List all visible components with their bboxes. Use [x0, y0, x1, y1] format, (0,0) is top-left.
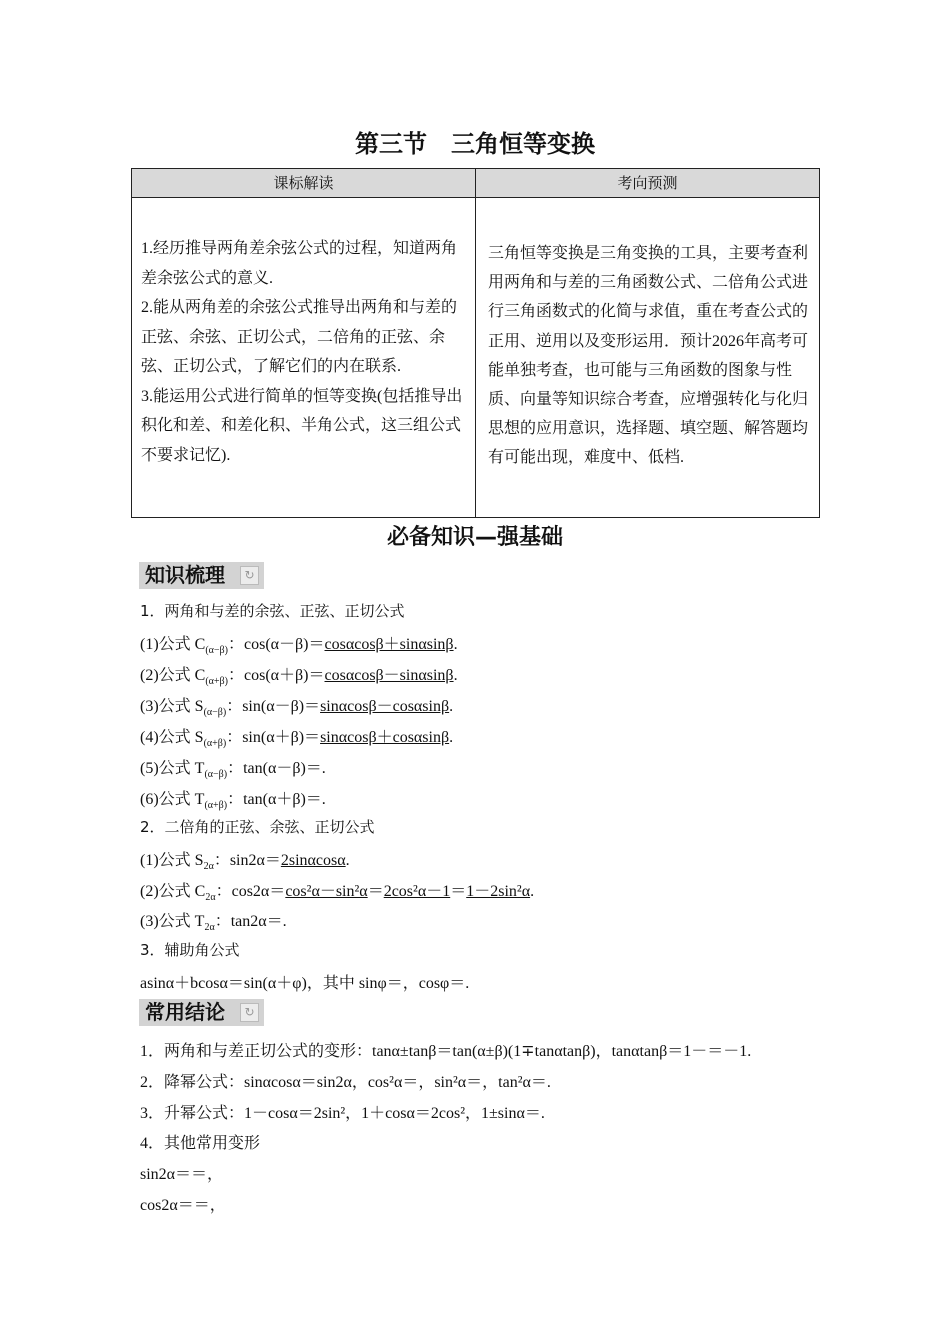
- heading-sum-diff: 1．两角和与差的余弦、正弦、正切公式: [140, 602, 405, 620]
- formula-auxiliary: asinα＋bcosα＝sin(α＋φ)，其中 sinφ＝，cosφ＝.: [140, 975, 470, 992]
- answer: 2cos²α－1: [383, 883, 451, 900]
- formula-t-minus: (5)公式 $T_{(\alpha-\beta)}$：tan(α－β)＝.: [140, 760, 326, 781]
- answer: cos²α－sin²α: [285, 883, 368, 900]
- formula-t-plus: (6)公式 $T_{(\alpha+\beta)}$：tan(α＋β)＝.: [140, 791, 326, 812]
- formula-c-plus: (2)公式 $C_{(\alpha+\beta)}$：cos(α＋β)＝cosαcosβ－sinαsinβ.: [140, 667, 458, 688]
- answer: cosαcosβ＋sinαsinβ: [324, 636, 454, 653]
- conclusions-badge: [139, 999, 264, 1026]
- curriculum-item: 1.经历推导两角差余弦公式的过程，知道两角差余弦公式的意义.: [141, 240, 458, 287]
- formula-t2a: (3)公式 $T_{2\alpha}$：tan2α＝.: [140, 913, 287, 934]
- badge-label: 知识梳理: [145, 563, 225, 587]
- conclusion-item: 2．降幂公式：sinαcosα＝sin2α，cos²α＝，sin²α＝，tan²α＝.: [140, 1074, 551, 1091]
- curriculum-item: 2.能从两角差的余弦公式推导出两角和与差的正弦、余弦、正切公式，二倍角的正弦、余弦、正切公式，了解它们的内在联系.: [141, 299, 458, 375]
- formula-s-plus: (4)公式 $S_{(\alpha+\beta)}$：sin(α＋β)＝sinαcosβ＋cosαsinβ.: [140, 729, 454, 750]
- answer: cosαcosβ－sinαsinβ: [324, 667, 454, 684]
- heading-double-angle: 2．二倍角的正弦、余弦、正切公式: [140, 818, 375, 836]
- conclusion-item: sin2α＝＝，: [140, 1166, 224, 1183]
- conclusion-item: cos2α＝＝，: [140, 1197, 226, 1214]
- heading-auxiliary-angle: 3．辅助角公式: [140, 941, 240, 959]
- refresh-icon: ↻: [240, 566, 259, 585]
- answer: sinαcosβ－cosαsinβ: [320, 698, 450, 715]
- answer: 1－2sin²α: [466, 883, 531, 900]
- knowledge-badge: [139, 562, 264, 589]
- curriculum-table: [131, 168, 820, 518]
- refresh-icon: ↻: [240, 1003, 259, 1022]
- page-title: 第三节 三角恒等变换: [355, 130, 595, 158]
- answer: 2sinαcosα: [280, 852, 346, 869]
- curriculum-item: 3.能运用公式进行简单的恒等变换(包括推导出积化和差、和差化积、半角公式，这三组公式不要求记忆).: [141, 387, 463, 464]
- table-header-left: 课标解读: [132, 169, 476, 198]
- formula-s-minus: (3)公式 $S_{(\alpha-\beta)}$：sin(α－β)＝sinαcosβ－cosαsinβ.: [140, 698, 454, 719]
- exam-forecast: 三角恒等变换是三角变换的工具，主要考查利用两角和与差的三角函数公式、二倍角公式进行三角函数式的化简与求值，重在考查公式的正用、逆用以及变形运用．预计2026年高考可能单独考查，也可能与三角函数的图象与性质、向量等知识综合考查，应增强转化与化归思想的应用意识，选择题、填空题、解答题均有可能出现，难度中、低档.: [488, 245, 809, 467]
- badge-label: 常用结论: [145, 1000, 225, 1024]
- table-divider: [475, 198, 476, 517]
- curriculum-interpretation: [141, 234, 469, 470]
- table-header-right: 考向预测: [476, 169, 819, 198]
- formula-c2a: (2)公式 $C_{2\alpha}$：cos2α＝cos²α－sin²α＝2cos²α－1＝1－2sin²α.: [140, 883, 535, 904]
- conclusion-item: 3．升幂公式：1－cosα＝2sin²，1＋cosα＝2cos²，1±sinα＝.: [140, 1105, 545, 1122]
- conclusion-item: 4．其他常用变形: [140, 1135, 261, 1152]
- formula-s2a: (1)公式 $S_{2\alpha}$：sin2α＝2sinαcosα.: [140, 852, 350, 873]
- section-title: 必备知识—强基础: [386, 525, 563, 550]
- answer: sinαcosβ＋cosαsinβ: [320, 729, 450, 746]
- formula-c-minus: (1)公式 $C_{(\alpha-\beta)}$：cos(α－β)＝cosαcosβ＋sinαsinβ.: [140, 636, 458, 657]
- conclusion-item: 1．两角和与差正切公式的变形：tanα±tanβ＝tan(α±β)(1∓tanαtanβ)，tanαtanβ＝1－＝－1.: [140, 1043, 752, 1060]
